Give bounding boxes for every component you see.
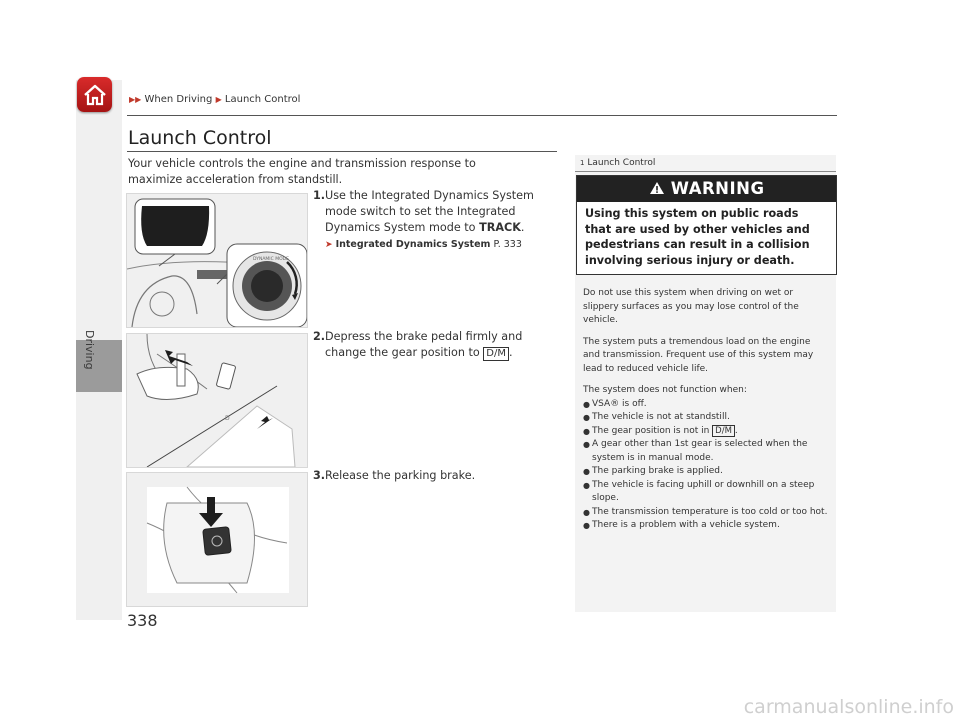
list-item: ● A gear other than 1st gear is selected when the system is in manual mode. [583,438,829,465]
svg-text:D: D [225,415,230,422]
reference-title: Integrated Dynamics System [335,239,491,250]
notes-paragraph: The system puts a tremendous load on the engine and transmission. Frequent use of this system may lead to reduced vehicle life. [583,336,814,374]
home-icon [83,84,107,106]
reference-arrow-icon: ➤ [325,240,333,250]
list-item: ● The parking brake is applied. [583,465,829,479]
warning-title: WARNING [670,179,765,198]
step-text: Use the Integrated Dynamics System mode switch to set the Integrated Dynamics System mode to [325,189,534,234]
notes-panel [575,155,836,612]
figure-brake-pedal [126,333,308,468]
breadcrumb-arrow-icon: ▶ [215,95,222,104]
warning-icon [649,181,665,195]
list-item: ● There is a problem with a vehicle system. [583,519,829,533]
breadcrumb-item-when-driving[interactable]: When Driving [144,94,213,105]
step-text-end: . [509,346,513,359]
figure-parking-brake [126,472,308,607]
page-title: Launch Control [128,127,272,149]
conditions-list [583,398,829,533]
figure-mode-switch [126,193,308,328]
step-2 [313,329,558,361]
breadcrumb-item-launch-control[interactable]: Launch Control [224,94,301,105]
notes-heading-number: 1 [580,159,585,167]
step-number: 3. [313,469,326,482]
step-text: Depress the brake pedal firmly and change the gear position to [325,330,523,359]
chapter-tab-label: Driving [83,330,96,370]
page-number: 338 [127,611,158,630]
list-item: ● The vehicle is not at standstill. [583,411,829,425]
watermark: carmanualsonline.info [743,696,954,718]
step-number: 2. [313,330,326,343]
dynamic-mode-label: DYNAMIC MODE [253,257,289,262]
list-item: ● VSA® is off. [583,398,829,412]
cross-reference[interactable] [325,237,558,253]
breadcrumb-arrow-icon: ▶▶ [129,95,142,104]
gear-indicator: D/M [483,347,509,361]
warning-box [576,175,837,275]
list-item-text-end: . [734,425,738,436]
step-number: 1. [313,189,326,202]
step-text: Release the parking brake. [325,469,476,482]
reference-page: P. 333 [493,239,522,250]
breadcrumb [129,94,300,105]
mode-name: TRACK [479,221,521,234]
list-item: ● The vehicle is facing uphill or downhill on a steep slope. [583,479,829,506]
step-1 [313,188,558,253]
list-item-text: The gear position is not in [592,425,713,436]
title-rule [127,151,557,152]
gear-indicator: D/M [712,425,735,437]
step-text-end: . [520,221,525,234]
notes-paragraph: The system does not function when: [583,385,747,395]
header-rule [127,115,837,116]
intro-paragraph: Your vehicle controls the engine and transmission response to maximize acceleration from standstill. [128,157,476,186]
warning-header [577,176,836,202]
warning-text: Using this system on public roads that are used by other vehicles and pedestrians can result in a collision involving serious injury or death. [585,207,810,267]
home-button[interactable] [77,77,112,112]
notes-body [583,287,829,533]
step-3 [313,468,558,484]
list-item: ● The transmission temperature is too cold or too hot. [583,506,829,520]
notes-rule [575,171,836,172]
notes-paragraph: Do not use this system when driving on wet or slippery surfaces as you may lose control of the vehicle. [583,288,799,325]
list-item [583,425,829,439]
notes-heading [580,158,655,168]
notes-heading-text: Launch Control [587,158,656,168]
